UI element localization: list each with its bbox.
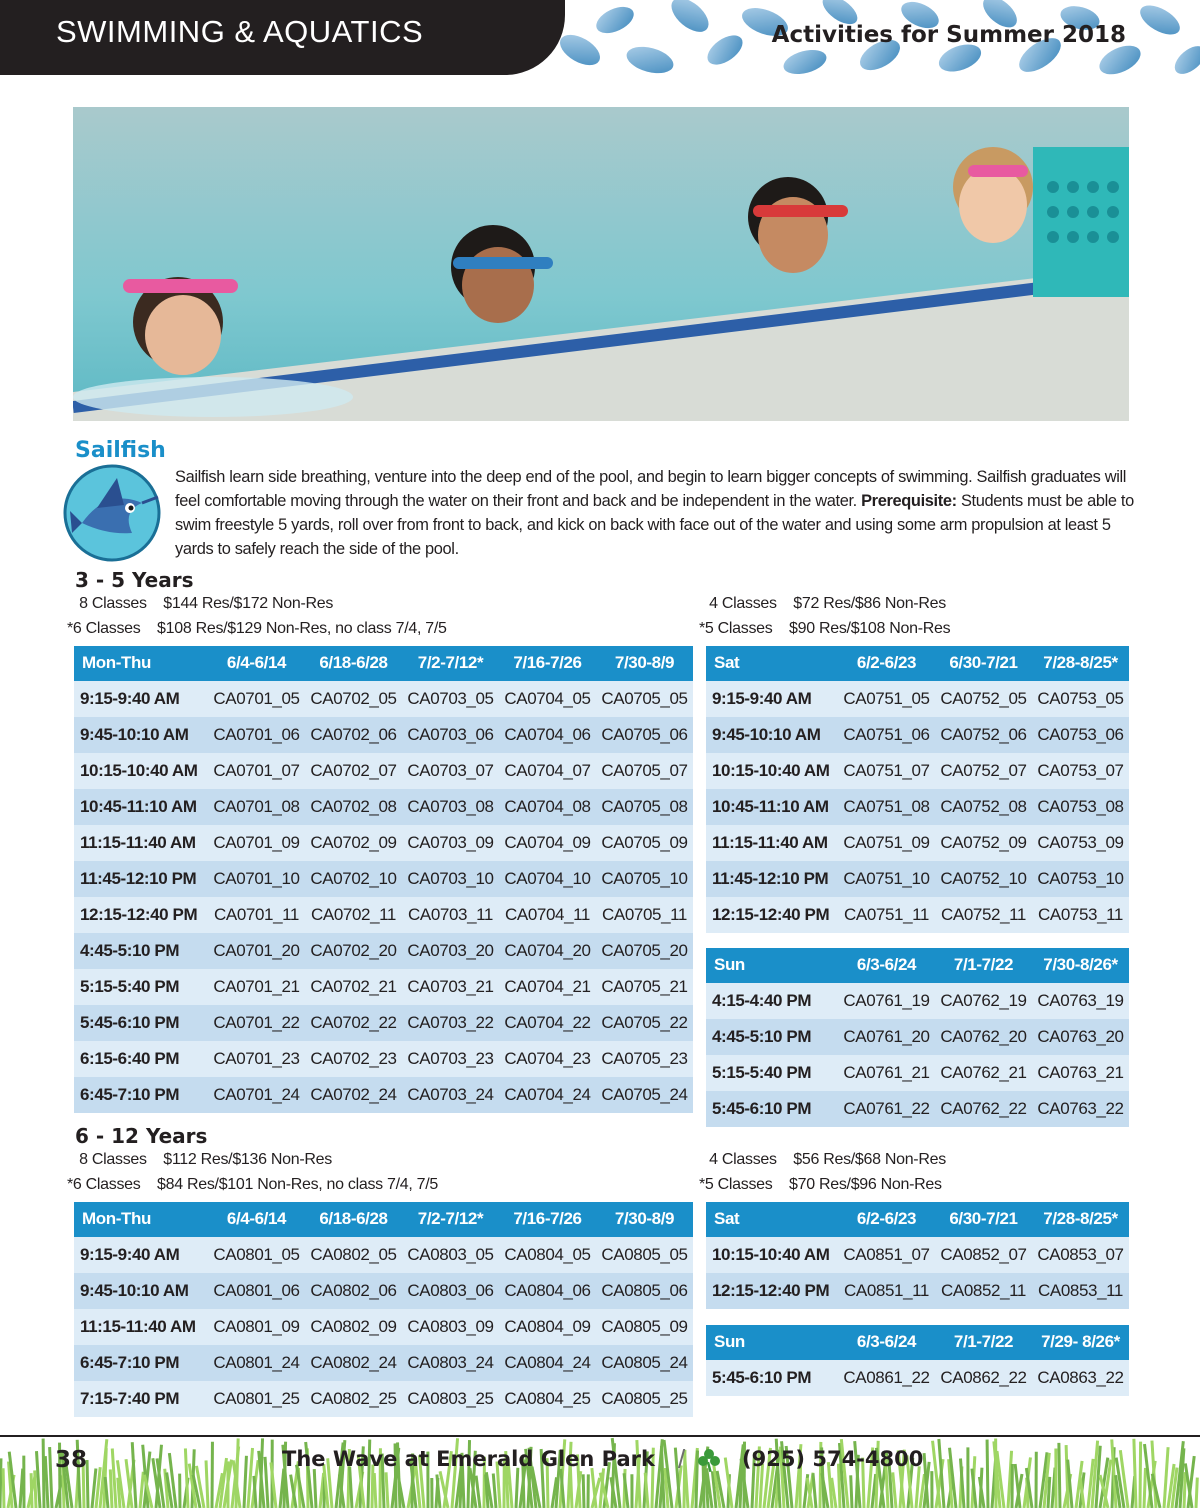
- table-row: [706, 1273, 1129, 1309]
- course-code: CA0705_23: [596, 1041, 693, 1077]
- course-code: CA0805_09: [596, 1309, 693, 1345]
- table-row: [706, 753, 1129, 789]
- table-row: [706, 681, 1129, 717]
- table-header-row: [74, 645, 693, 681]
- course-code: CA0762_21: [935, 1055, 1032, 1091]
- session-dates-header: 7/1-7/22: [935, 1324, 1032, 1360]
- course-code: CA0762_19: [935, 983, 1032, 1019]
- course-code: CA0702_24: [305, 1077, 402, 1113]
- session-dates-header: 7/16-7/26: [499, 645, 596, 681]
- course-code: CA0701_05: [208, 681, 305, 717]
- course-code: CA0753_10: [1032, 861, 1129, 897]
- course-code: CA0752_11: [935, 897, 1032, 933]
- course-code: CA0751_08: [838, 789, 935, 825]
- class-time: 5:45-6:10 PM: [706, 1360, 838, 1396]
- table-row: [74, 1077, 693, 1113]
- class-time: 11:15-11:40 AM: [74, 1309, 208, 1345]
- course-code: CA0804_05: [499, 1237, 596, 1273]
- course-code: CA0702_22: [305, 1005, 402, 1041]
- course-code: CA0762_22: [935, 1091, 1032, 1127]
- session-dates-header: 6/30-7/21: [935, 645, 1032, 681]
- course-code: CA0752_09: [935, 825, 1032, 861]
- class-time: 6:45-7:10 PM: [74, 1345, 208, 1381]
- course-code: CA0805_05: [596, 1237, 693, 1273]
- course-code: CA0705_06: [596, 717, 693, 753]
- course-code: CA0705_20: [596, 933, 693, 969]
- age-heading-3-5: 3 - 5 Years: [75, 568, 194, 592]
- table-row: [706, 825, 1129, 861]
- course-code: CA0703_09: [402, 825, 499, 861]
- course-code: CA0701_22: [208, 1005, 305, 1041]
- course-code: CA0703_05: [402, 681, 499, 717]
- footer-separator: /: [678, 1444, 686, 1474]
- table-row: [74, 1381, 693, 1417]
- course-code: CA0704_22: [499, 1005, 596, 1041]
- table-row: [74, 789, 693, 825]
- course-code: CA0863_22: [1032, 1360, 1129, 1396]
- course-code: CA0762_20: [935, 1019, 1032, 1055]
- course-code: CA0852_11: [935, 1273, 1032, 1309]
- session-dates-header: 6/30-7/21: [935, 1201, 1032, 1237]
- session-dates-header: 7/28-8/25*: [1032, 645, 1129, 681]
- price-weekday-8-classes: 8 Classes $112 Res/$136 Non-Res: [75, 1151, 332, 1168]
- course-code: CA0852_07: [935, 1237, 1032, 1273]
- table-row: [74, 897, 693, 933]
- page-header: [0, 0, 1200, 75]
- table-row: [706, 1055, 1129, 1091]
- class-time: 10:45-11:10 AM: [74, 789, 208, 825]
- schedule-table-6-12-sun: [706, 1322, 1129, 1396]
- course-code: CA0702_07: [305, 753, 402, 789]
- course-code: CA0703_11: [402, 897, 499, 933]
- table-header-row: [706, 1201, 1129, 1237]
- course-code: CA0753_06: [1032, 717, 1129, 753]
- section-title: SWIMMING & AQUATICS: [56, 14, 424, 49]
- price-weekday-6-classes: *6 Classes $108 Res/$129 Non-Res, no class 7/4, 7/5: [67, 620, 447, 637]
- course-code: CA0802_25: [305, 1381, 402, 1417]
- course-code: CA0751_09: [838, 825, 935, 861]
- table-header-row: [706, 645, 1129, 681]
- course-code: CA0804_06: [499, 1273, 596, 1309]
- course-code: CA0704_23: [499, 1041, 596, 1077]
- price-weekend-4-classes: 4 Classes $56 Res/$68 Non-Res: [705, 1151, 946, 1168]
- course-code: CA0705_07: [596, 753, 693, 789]
- course-code: CA0702_06: [305, 717, 402, 753]
- class-time: 11:45-12:10 PM: [74, 861, 208, 897]
- course-code: CA0704_20: [499, 933, 596, 969]
- course-code: CA0752_06: [935, 717, 1032, 753]
- class-time: 10:15-10:40 AM: [706, 753, 838, 789]
- course-code: CA0761_21: [838, 1055, 935, 1091]
- price-weekend-5-classes: *5 Classes $90 Res/$108 Non-Res: [699, 620, 951, 637]
- table-row: [706, 1360, 1129, 1396]
- class-time: 10:45-11:10 AM: [706, 789, 838, 825]
- course-code: CA0705_24: [596, 1077, 693, 1113]
- course-code: CA0753_05: [1032, 681, 1129, 717]
- session-dates-header: 7/2-7/12*: [402, 645, 499, 681]
- course-code: CA0803_25: [402, 1381, 499, 1417]
- course-code: CA0803_05: [402, 1237, 499, 1273]
- course-code: CA0702_08: [305, 789, 402, 825]
- table-row: [74, 681, 693, 717]
- course-code: CA0702_20: [305, 933, 402, 969]
- schedule-table-6-12-mon-thu: [74, 1199, 693, 1417]
- class-time: 9:15-9:40 AM: [74, 681, 208, 717]
- table-row: [706, 1237, 1129, 1273]
- course-code: CA0753_08: [1032, 789, 1129, 825]
- day-header: Sat: [706, 1201, 838, 1237]
- course-code: CA0701_07: [208, 753, 305, 789]
- class-time: 11:15-11:40 AM: [706, 825, 838, 861]
- session-dates-header: 7/2-7/12*: [402, 1201, 499, 1237]
- course-code: CA0703_21: [402, 969, 499, 1005]
- sailfish-heading: Sailfish: [75, 438, 166, 463]
- session-dates-header: 6/4-6/14: [208, 1201, 305, 1237]
- course-code: CA0704_05: [499, 681, 596, 717]
- price-weekday-8-classes: 8 Classes $144 Res/$172 Non-Res: [75, 595, 334, 612]
- course-code: CA0803_24: [402, 1345, 499, 1381]
- course-code: CA0753_11: [1032, 897, 1129, 933]
- schedule-table-3-5-mon-thu: [74, 643, 693, 1113]
- course-code: CA0751_11: [838, 897, 935, 933]
- course-code: CA0801_24: [208, 1345, 305, 1381]
- table-row: [74, 1237, 693, 1273]
- course-code: CA0853_07: [1032, 1237, 1129, 1273]
- course-code: CA0801_06: [208, 1273, 305, 1309]
- class-time: 6:45-7:10 PM: [74, 1077, 208, 1113]
- course-code: CA0803_06: [402, 1273, 499, 1309]
- table-row: [74, 1309, 693, 1345]
- course-code: CA0705_08: [596, 789, 693, 825]
- course-code: CA0753_07: [1032, 753, 1129, 789]
- course-code: CA0703_06: [402, 717, 499, 753]
- course-code: CA0802_06: [305, 1273, 402, 1309]
- session-dates-header: 7/30-8/9: [596, 645, 693, 681]
- class-time: 7:15-7:40 PM: [74, 1381, 208, 1417]
- class-time: 9:45-10:10 AM: [74, 717, 208, 753]
- course-code: CA0802_09: [305, 1309, 402, 1345]
- course-code: CA0701_23: [208, 1041, 305, 1077]
- course-code: CA0805_25: [596, 1381, 693, 1417]
- course-code: CA0801_09: [208, 1309, 305, 1345]
- table-row: [706, 789, 1129, 825]
- season-title: Activities for Summer 2018: [771, 22, 1126, 48]
- class-time: 10:15-10:40 AM: [706, 1237, 838, 1273]
- shamrock-icon: [697, 1448, 721, 1472]
- session-dates-header: 6/3-6/24: [838, 1324, 935, 1360]
- page-number: 38: [55, 1447, 88, 1473]
- table-row: [706, 1019, 1129, 1055]
- price-weekday-6-classes: *6 Classes $84 Res/$101 Non-Res, no class 7/4, 7/5: [67, 1176, 438, 1193]
- table-row: [74, 1041, 693, 1077]
- course-code: CA0701_09: [208, 825, 305, 861]
- class-time: 9:45-10:10 AM: [74, 1273, 208, 1309]
- day-header: Mon-Thu: [74, 1201, 208, 1237]
- course-code: CA0753_09: [1032, 825, 1129, 861]
- course-code: CA0701_08: [208, 789, 305, 825]
- kids-swimming-photo-icon: [73, 107, 1129, 421]
- table-row: [74, 969, 693, 1005]
- day-header: Sun: [706, 1324, 838, 1360]
- table-header-row: [74, 1201, 693, 1237]
- course-code: CA0701_06: [208, 717, 305, 753]
- course-code: CA0862_22: [935, 1360, 1032, 1396]
- session-dates-header: 7/29- 8/26*: [1032, 1324, 1129, 1360]
- course-code: CA0705_22: [596, 1005, 693, 1041]
- course-code: CA0751_07: [838, 753, 935, 789]
- course-code: CA0703_08: [402, 789, 499, 825]
- course-code: CA0763_21: [1032, 1055, 1129, 1091]
- table-header-row: [706, 1324, 1129, 1360]
- course-code: CA0851_07: [838, 1237, 935, 1273]
- table-row: [706, 861, 1129, 897]
- course-code: CA0701_20: [208, 933, 305, 969]
- course-code: CA0703_07: [402, 753, 499, 789]
- schedule-table-6-12-sat: [706, 1199, 1129, 1309]
- footer-phone: (925) 574-4800: [742, 1447, 924, 1471]
- class-time: 6:15-6:40 PM: [74, 1041, 208, 1077]
- session-dates-header: 7/30-8/9: [596, 1201, 693, 1237]
- session-dates-header: 7/1-7/22: [935, 947, 1032, 983]
- price-weekend-4-classes: 4 Classes $72 Res/$86 Non-Res: [705, 595, 946, 612]
- course-code: CA0702_23: [305, 1041, 402, 1077]
- class-time: 9:45-10:10 AM: [706, 717, 838, 753]
- course-code: CA0851_11: [838, 1273, 935, 1309]
- course-code: CA0701_21: [208, 969, 305, 1005]
- course-code: CA0704_06: [499, 717, 596, 753]
- session-dates-header: 6/18-6/28: [305, 1201, 402, 1237]
- age-heading-6-12: 6 - 12 Years: [75, 1124, 208, 1148]
- course-code: CA0704_09: [499, 825, 596, 861]
- course-code: CA0801_25: [208, 1381, 305, 1417]
- course-code: CA0802_24: [305, 1345, 402, 1381]
- course-code: CA0703_20: [402, 933, 499, 969]
- course-code: CA0805_24: [596, 1345, 693, 1381]
- course-code: CA0801_05: [208, 1237, 305, 1273]
- course-code: CA0703_22: [402, 1005, 499, 1041]
- class-time: 12:15-12:40 PM: [74, 897, 208, 933]
- class-time: 12:15-12:40 PM: [706, 897, 838, 933]
- prerequisite-text: Students must be able to swim freestyle 5 yards, roll over from front to back, and kick on back with face out of the water and using some arm propulsion at least 5 yards to safely reach the side of the pool.: [175, 492, 1134, 558]
- course-code: CA0703_10: [402, 861, 499, 897]
- course-code: CA0751_10: [838, 861, 935, 897]
- course-code: CA0702_05: [305, 681, 402, 717]
- table-row: [706, 1091, 1129, 1127]
- course-code: CA0705_21: [596, 969, 693, 1005]
- class-time: 5:15-5:40 PM: [706, 1055, 838, 1091]
- table-header-row: [706, 947, 1129, 983]
- sailfish-icon: [62, 463, 162, 563]
- course-code: CA0702_10: [305, 861, 402, 897]
- table-row: [74, 1345, 693, 1381]
- class-time: 4:15-4:40 PM: [706, 983, 838, 1019]
- course-code: CA0705_10: [596, 861, 693, 897]
- course-code: CA0853_11: [1032, 1273, 1129, 1309]
- course-code: CA0702_09: [305, 825, 402, 861]
- session-dates-header: 6/18-6/28: [305, 645, 402, 681]
- class-time: 10:15-10:40 AM: [74, 753, 208, 789]
- course-code: CA0802_05: [305, 1237, 402, 1273]
- session-dates-header: 6/2-6/23: [838, 1201, 935, 1237]
- day-header: Mon-Thu: [74, 645, 208, 681]
- course-code: CA0705_05: [596, 681, 693, 717]
- price-weekend-5-classes: *5 Classes $70 Res/$96 Non-Res: [699, 1176, 942, 1193]
- course-code: CA0805_06: [596, 1273, 693, 1309]
- course-code: CA0761_19: [838, 983, 935, 1019]
- course-code: CA0763_19: [1032, 983, 1129, 1019]
- table-row: [74, 861, 693, 897]
- session-dates-header: 7/16-7/26: [499, 1201, 596, 1237]
- course-code: CA0804_24: [499, 1345, 596, 1381]
- course-code: CA0803_09: [402, 1309, 499, 1345]
- course-code: CA0861_22: [838, 1360, 935, 1396]
- sailfish-description-text: Sailfish learn side breathing, venture into the deep end of the pool, and begin to learn bigger concepts of swimming. Sailfish graduates will feel comfortable moving through the water on their front and back and be independent in the water.: [175, 468, 1127, 510]
- course-code: CA0752_08: [935, 789, 1032, 825]
- course-code: CA0701_11: [208, 897, 305, 933]
- footer-facility-name: The Wave at Emerald Glen Park: [282, 1447, 655, 1471]
- class-time: 11:15-11:40 AM: [74, 825, 208, 861]
- course-code: CA0705_11: [596, 897, 693, 933]
- course-code: CA0704_07: [499, 753, 596, 789]
- table-row: [74, 1005, 693, 1041]
- course-code: CA0704_21: [499, 969, 596, 1005]
- course-code: CA0751_05: [838, 681, 935, 717]
- class-time: 4:45-5:10 PM: [706, 1019, 838, 1055]
- course-code: CA0703_23: [402, 1041, 499, 1077]
- course-code: CA0761_20: [838, 1019, 935, 1055]
- day-header: Sat: [706, 645, 838, 681]
- session-dates-header: 6/2-6/23: [838, 645, 935, 681]
- course-code: CA0752_07: [935, 753, 1032, 789]
- table-row: [74, 933, 693, 969]
- class-time: 4:45-5:10 PM: [74, 933, 208, 969]
- course-code: CA0704_08: [499, 789, 596, 825]
- course-code: CA0761_22: [838, 1091, 935, 1127]
- course-code: CA0752_05: [935, 681, 1032, 717]
- session-dates-header: 6/3-6/24: [838, 947, 935, 983]
- table-row: [706, 717, 1129, 753]
- course-code: CA0704_10: [499, 861, 596, 897]
- session-dates-header: 7/30-8/26*: [1032, 947, 1129, 983]
- course-code: CA0701_24: [208, 1077, 305, 1113]
- session-dates-header: 7/28-8/25*: [1032, 1201, 1129, 1237]
- table-row: [74, 753, 693, 789]
- day-header: Sun: [706, 947, 838, 983]
- course-code: CA0701_10: [208, 861, 305, 897]
- course-code: CA0703_24: [402, 1077, 499, 1113]
- course-code: CA0804_09: [499, 1309, 596, 1345]
- course-code: CA0702_11: [305, 897, 402, 933]
- course-code: CA0804_25: [499, 1381, 596, 1417]
- table-row: [706, 897, 1129, 933]
- course-code: CA0751_06: [838, 717, 935, 753]
- class-time: 12:15-12:40 PM: [706, 1273, 838, 1309]
- prerequisite-label: Prerequisite:: [861, 492, 957, 510]
- schedule-table-3-5-sat: [706, 643, 1129, 933]
- class-time: 5:45-6:10 PM: [706, 1091, 838, 1127]
- class-time: 9:15-9:40 AM: [74, 1237, 208, 1273]
- sailfish-description: [175, 465, 1135, 561]
- schedule-table-3-5-sun: [706, 945, 1129, 1127]
- class-time: 5:15-5:40 PM: [74, 969, 208, 1005]
- table-row: [74, 1273, 693, 1309]
- course-code: CA0704_24: [499, 1077, 596, 1113]
- table-row: [74, 717, 693, 753]
- class-time: 5:45-6:10 PM: [74, 1005, 208, 1041]
- kids-swimming-photo: [73, 107, 1129, 421]
- course-code: CA0752_10: [935, 861, 1032, 897]
- course-code: CA0705_09: [596, 825, 693, 861]
- course-code: CA0704_11: [499, 897, 596, 933]
- course-code: CA0763_22: [1032, 1091, 1129, 1127]
- class-time: 11:45-12:10 PM: [706, 861, 838, 897]
- table-row: [74, 825, 693, 861]
- session-dates-header: 6/4-6/14: [208, 645, 305, 681]
- class-time: 9:15-9:40 AM: [706, 681, 838, 717]
- table-row: [706, 983, 1129, 1019]
- course-code: CA0763_20: [1032, 1019, 1129, 1055]
- course-code: CA0702_21: [305, 969, 402, 1005]
